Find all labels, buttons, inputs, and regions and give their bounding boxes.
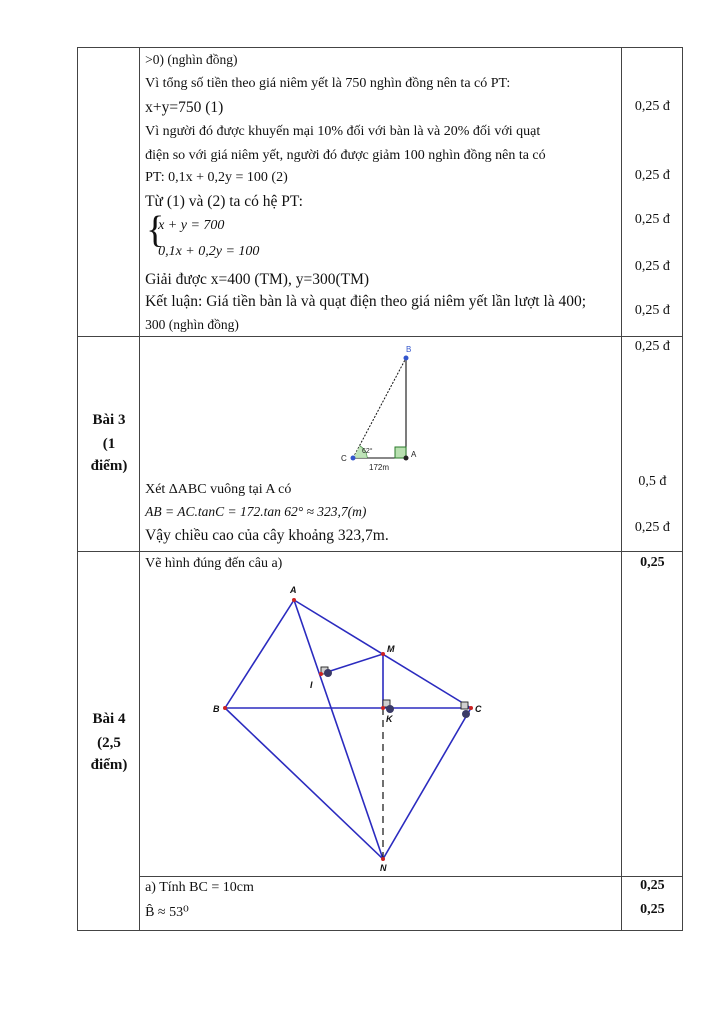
- solution-line: >0) (nghìn đồng): [145, 52, 238, 67]
- system-equation-2: 0,1x + 0,2y = 100: [158, 244, 260, 259]
- bai3-line: Vậy chiều cao của cây khoảng 323,7m.: [145, 527, 389, 544]
- system-equation-1: x + y = 700: [158, 218, 225, 233]
- score-value: 0,5 đ: [638, 474, 667, 489]
- bai4-label-cell: [78, 552, 140, 931]
- bai4-label: Bài 4: [92, 711, 126, 727]
- solution-table: [77, 47, 683, 931]
- point-n-label: N: [380, 863, 387, 873]
- score-value: 0,25 đ: [634, 259, 670, 274]
- bai4-points-unit: điểm): [90, 757, 128, 773]
- system-brace: {: [146, 209, 165, 251]
- bai3-line: Xét ΔABC vuông tại A có: [145, 482, 292, 497]
- bai4-intro: Vẽ hình đúng đến câu a): [145, 556, 283, 571]
- bai3-label-cell: [78, 337, 140, 552]
- score-value: 0,25: [640, 878, 665, 893]
- point-a-label: A: [411, 450, 417, 459]
- bai3-points: (1: [102, 436, 116, 452]
- row-bai4: [78, 552, 683, 877]
- score-value: 0,25 đ: [634, 212, 670, 227]
- row-bai4-part-a: [78, 877, 683, 931]
- point-i-label: I: [310, 680, 313, 690]
- bai3-content-cell: [140, 337, 622, 552]
- bai4-points: (2,5: [97, 735, 121, 751]
- solution-line: Giải được x=400 (TM), y=300(TM): [145, 271, 370, 288]
- score-value: 0,25 đ: [634, 99, 670, 114]
- part-a-line: B̂ ≈ 53⁰: [145, 905, 189, 920]
- solution-line: PT: 0,1x + 0,2y = 100 (2): [145, 170, 288, 185]
- bai4-part-a-score-cell: [621, 877, 682, 931]
- score-value: 0,25: [640, 902, 665, 917]
- score-value: 0,25 đ: [634, 168, 670, 183]
- point-c-label: C: [475, 704, 482, 714]
- row-solution-label-cell: [78, 48, 140, 337]
- bai3-label: Bài 3: [92, 412, 126, 428]
- bai3-points-unit: điểm): [90, 458, 128, 474]
- point-b-label: B: [213, 704, 220, 714]
- bai3-score-cell: [621, 337, 682, 552]
- bai4-figure-cell: [140, 552, 622, 877]
- row-solution: [78, 48, 683, 337]
- point-m-label: M: [387, 644, 395, 654]
- length-label: 172m: [369, 463, 390, 470]
- part-a-line: a) Tính BC = 10cm: [145, 880, 254, 895]
- point-b-label: B: [406, 345, 412, 354]
- solution-line: 300 (nghìn đồng): [145, 317, 239, 332]
- point-a-label: A: [290, 585, 297, 595]
- point-c-label: C: [341, 454, 347, 463]
- angle-label: 62°: [362, 448, 373, 455]
- bai4-intro-score-cell: [621, 552, 682, 877]
- score-value: 0,25: [640, 555, 665, 570]
- solution-line: điện so với giá niêm yết, người đó được giảm 100 nghìn đồng nên ta có: [145, 148, 546, 163]
- solution-line: Vì tổng số tiền theo giá niêm yết là 750 nghìn đồng nên ta có PT:: [145, 76, 511, 91]
- score-value: 0,25 đ: [634, 520, 670, 535]
- point-k-label: K: [386, 714, 393, 724]
- bai4-geometry-figure: [140, 552, 621, 876]
- bai3-line: AB = AC.tanC = 172.tan 62° ≈ 323,7(m): [145, 504, 367, 519]
- score-value: 0,25 đ: [634, 339, 670, 354]
- row-solution-content-cell: [140, 48, 622, 337]
- solution-line: Từ (1) và (2) ta có hệ PT:: [145, 193, 303, 210]
- bai4-part-a-cell: [140, 877, 622, 931]
- solution-line: Kết luận: Giá tiền bàn là và quạt điện theo giá niêm yết lần lượt là 400;: [145, 293, 587, 310]
- row-bai3: [78, 337, 683, 552]
- solution-line: x+y=750 (1): [145, 99, 224, 116]
- solution-line: Vì người đó được khuyến mại 10% đối với bàn là và 20% đối với quạt: [145, 124, 541, 139]
- score-value: 0,25 đ: [634, 303, 670, 318]
- triangle-abc-figure: [330, 340, 440, 470]
- row-solution-score-cell: [621, 48, 682, 337]
